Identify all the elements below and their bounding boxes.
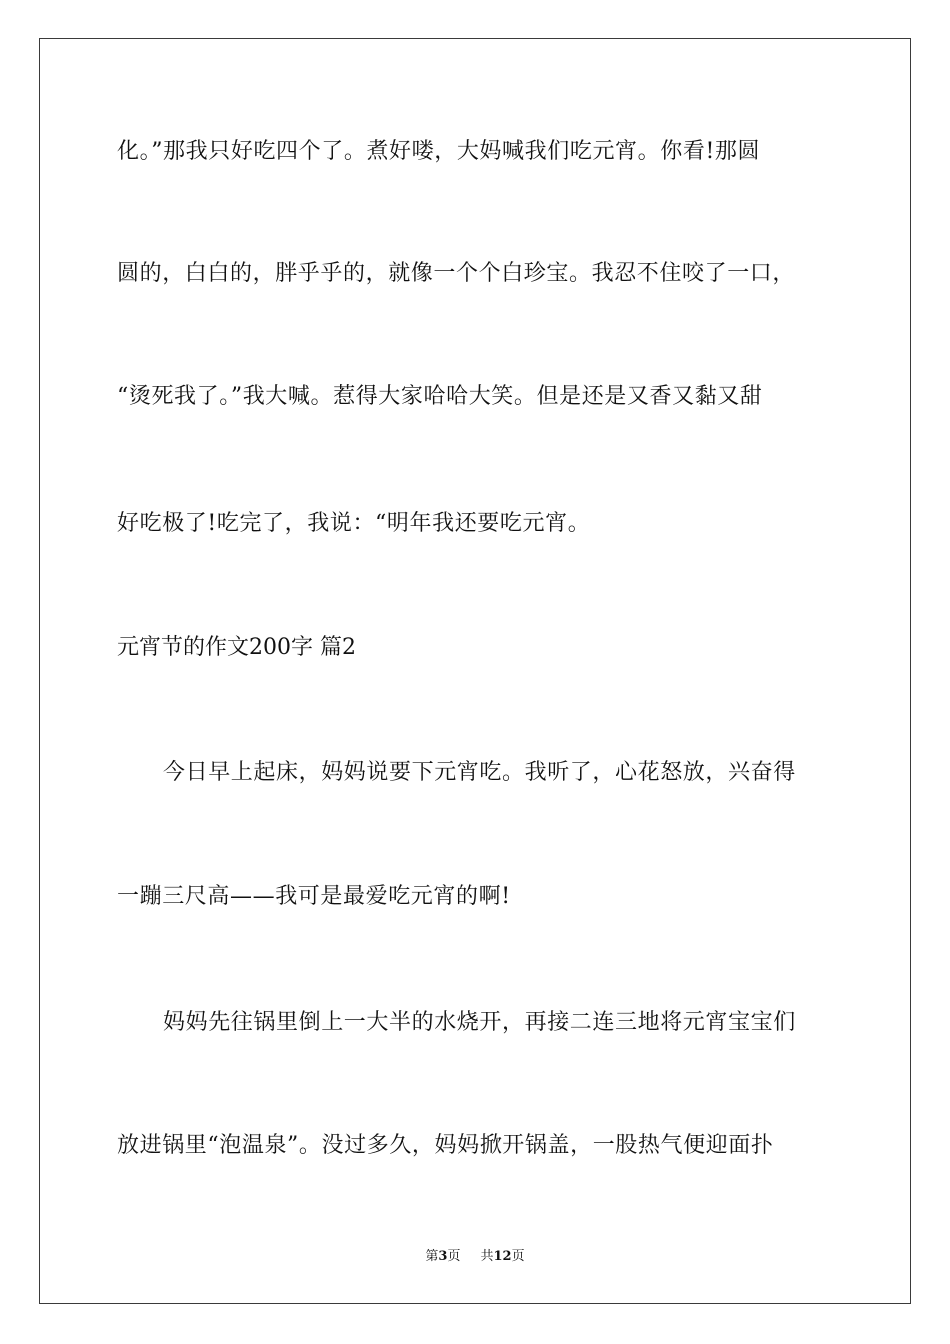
page-border [39, 38, 911, 1304]
paragraph-line: 今日早上起床，妈妈说要下元宵吃。我听了，心花怒放，兴奋得 [163, 760, 796, 785]
page-footer [0, 1248, 950, 1266]
paragraph-line: 圆的，白白的，胖乎乎的，就像一个个白珍宝。我忍不住咬了一口， [117, 261, 796, 286]
paragraph-line: 好吃极了!吃完了，我说：“明年我还要吃元宵。 [117, 511, 591, 536]
paragraph-line: 放进锅里“泡温泉”。没过多久，妈妈掀开锅盖，一股热气便迎面扑 [117, 1133, 774, 1158]
paragraph-line: 化。”那我只好吃四个了。煮好喽，大妈喊我们吃元宵。你看!那圆 [117, 139, 761, 164]
page-number: 第3页 [425, 1249, 461, 1264]
paragraph-line: “烫死我了。”我大喊。惹得大家哈哈大笑。但是还是又香又黏又甜 [117, 384, 763, 409]
paragraph-line: 一蹦三尺高——我可是最爱吃元宵的啊! [117, 884, 511, 909]
paragraph-line: 妈妈先往锅里倒上一大半的水烧开，再接二连三地将元宵宝宝们 [163, 1010, 796, 1035]
section-heading: 元宵节的作文200字 篇2 [117, 635, 356, 660]
page-total: 共12页 [480, 1249, 525, 1264]
